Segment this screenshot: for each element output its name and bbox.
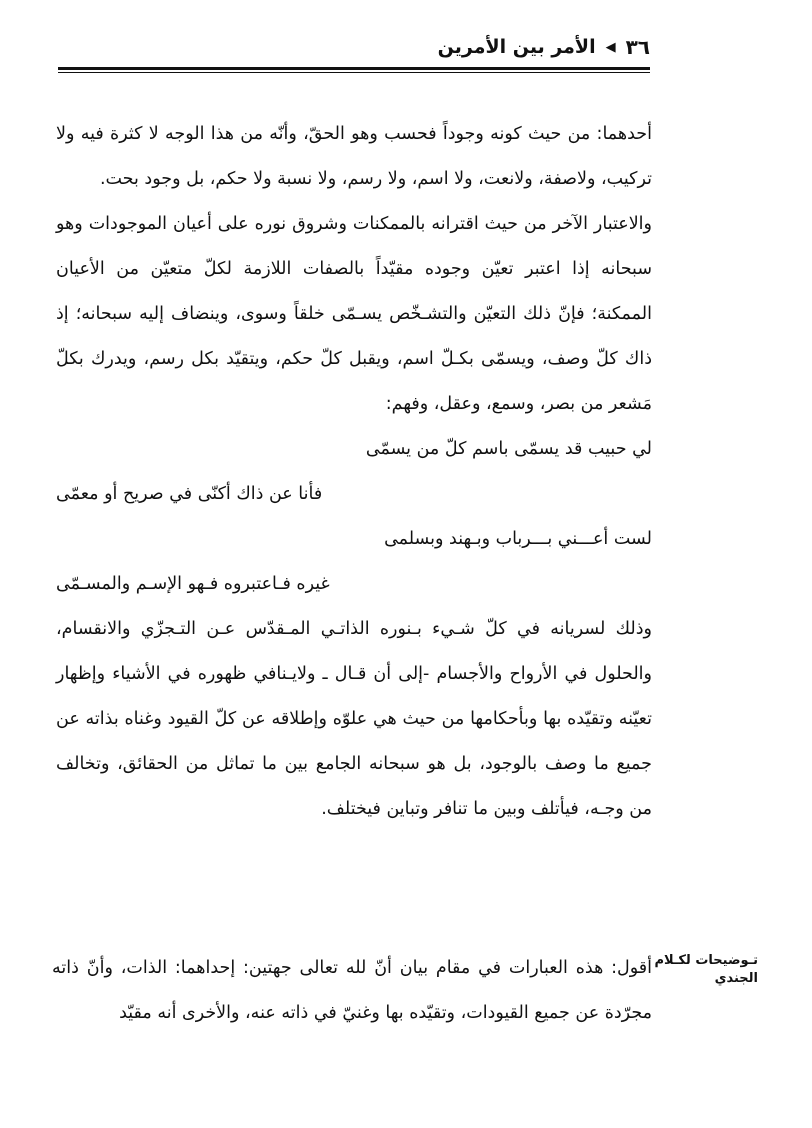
commentary-text: أقول: هذه العبارات في مقام بيان أنّ لله تعالى جهتين: إحداهما: الذات، وأنّ ذاته مجرّدة عن جميع القيودات، وتقيّده بها وغنيّ في ذاته عنه، والأخرى أنه مقيّد <box>52 958 652 1023</box>
running-header <box>58 30 650 64</box>
paragraph-closing: وذلك لسريانه في كلّ شـيء بـنوره الذاتـي المـقدّس عـن التـجزّي والانقسام، والحلول في الأرواح والأجسام -إلى أن قـال ـ ولايـنافي ظهوره في الأشياء وإظهار تعيّنه وتقيّده بها وبأحكامها من حيث هي علوّه وإطلاقه عن كلّ القيود وغناه بذاته عن جميع ما وصف بالوجود، بل هو سبحانه الجامع بين ما تماثل من الحقائق، وتخالف من وجـه، فيأتلف وبين ما تنافر وتباين فيختلف. <box>56 619 652 819</box>
verse-line-2: فأنا عن ذاك أكنّى في صريح أو معمّى <box>56 484 323 504</box>
main-text <box>56 112 652 832</box>
header-rule-thick <box>58 67 650 70</box>
margin-note <box>648 952 758 988</box>
verse-line-4: غيره فـاعتبروه فـهو الإسـم والمسـمّى <box>56 574 330 594</box>
verse-line-3: لست أعـــني بـــرباب وبـهند وبسلمى <box>384 529 652 549</box>
paragraph-second-aspect: والاعتبار الآخر من حيث اقترانه بالممكنات وشروق نوره على أعيان الموجودات وهو سبحانه إذا اعتبر تعيّن وجوده مقيّداً بالصفات اللازمة لكلّ متعيّن من الأعيان الممكنة؛ فإنّ ذلك التعيّن والتشـخّص يسـمّى خلقاً وسوى، وينضاف إليه سبحانه؛ إذ ذاك كلّ وصف، ويسمّى بكـلّ اسم، ويقبل كلّ حكم، ويتقيّد بكل رسم، ويدرك بكلّ مَشعر من بصر، وسمع، وعقل، وفهم: <box>56 214 652 414</box>
verse-line-1: لي حبيب قد يسمّى باسم كلّ من يسمّى <box>365 439 652 459</box>
margin-note-line-2: الجندي <box>714 971 758 986</box>
header-rule-thin <box>58 72 650 73</box>
running-title: الأمر بين الأمرين <box>437 36 596 58</box>
margin-note-line-1: تـوضيحات لكـلام <box>654 953 758 968</box>
paragraph-first-aspect: أحدهما: من حيث كونه وجوداً فحسب وهو الحقّ، وأنّه من هذا الوجه لا كثرة فيه ولا تركيب، ولاصفة، ولانعت، ولا اسم، ولا رسم، ولا نسبة ولا حكم، بل وجود بحت. <box>56 124 652 189</box>
left-arrow-icon: ◀ <box>605 39 616 55</box>
page-number: ٣٦ <box>625 35 650 59</box>
